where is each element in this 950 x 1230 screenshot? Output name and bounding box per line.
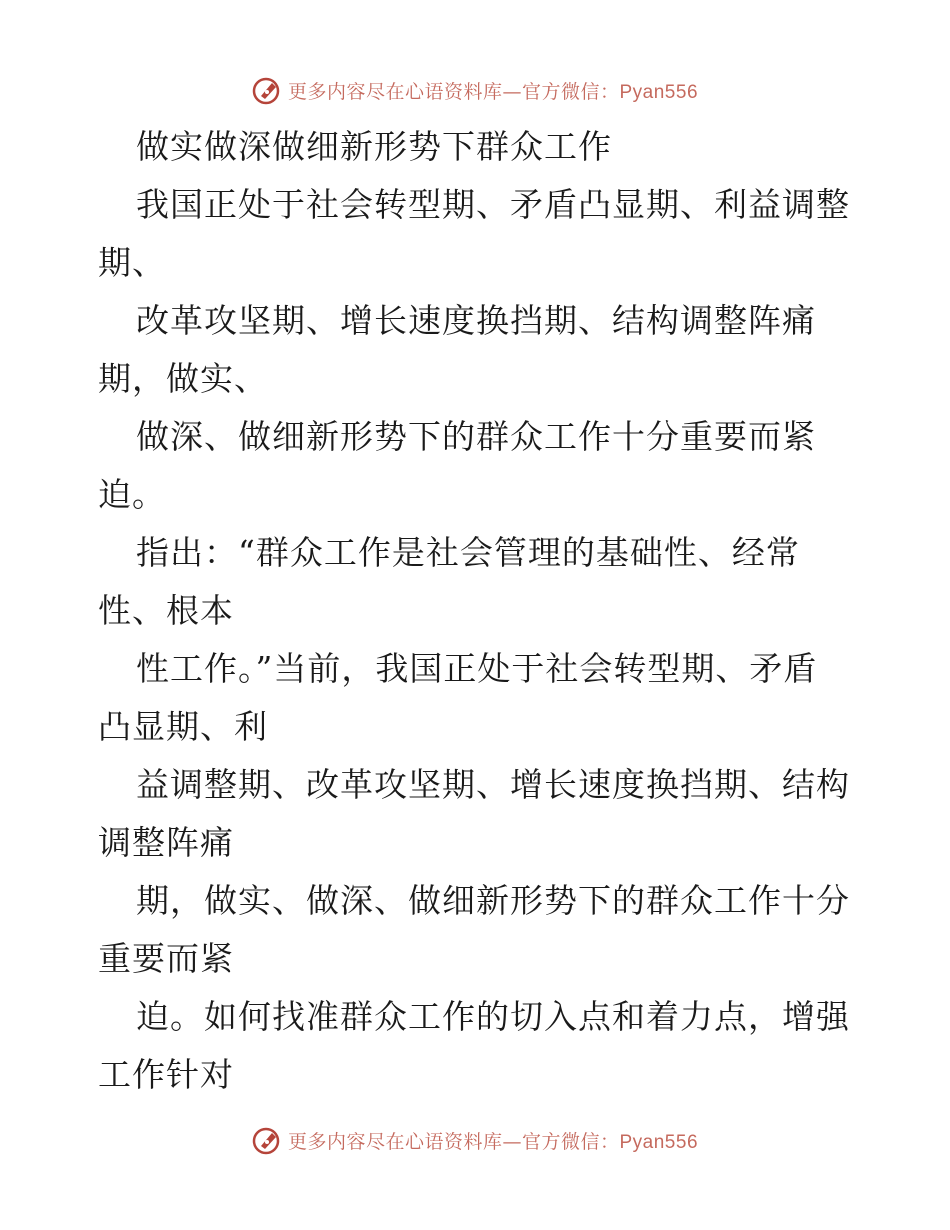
document-title: 做实做深做细新形势下群众工作	[136, 127, 612, 166]
banner-text: 更多内容尽在心语资料库—官方微信：Pyan556	[287, 1130, 699, 1153]
paragraph-line: 期、	[98, 243, 166, 282]
paragraph-line: 期，做实、	[98, 359, 268, 398]
pen-nib-logo-icon	[252, 75, 282, 105]
paragraph-line: 做深、做细新形势下的群众工作十分重要而紧	[136, 417, 816, 456]
paragraph-line: 性、根本	[98, 591, 234, 630]
paragraph-line: 益调整期、改革攻坚期、增长速度换挡期、结构	[136, 765, 850, 804]
header-banner	[0, 70, 950, 110]
paragraph-line: 工作针对	[98, 1055, 234, 1094]
pen-nib-logo-icon	[252, 1125, 282, 1155]
document-body	[98, 118, 858, 1104]
paragraph-line: 凸显期、利	[98, 707, 268, 746]
footer-banner	[0, 1120, 950, 1160]
wechat-id: Pyan556	[619, 1131, 699, 1153]
wechat-id: Pyan556	[619, 81, 699, 103]
paragraph-line: 期，做实、做深、做细新形势下的群众工作十分	[136, 881, 850, 920]
paragraph-line: 重要而紧	[98, 939, 234, 978]
paragraph-line: 改革攻坚期、增长速度换挡期、结构调整阵痛	[136, 301, 816, 340]
paragraph-line: 指出：“群众工作是社会管理的基础性、经常	[136, 533, 800, 572]
banner-text: 更多内容尽在心语资料库—官方微信：Pyan556	[287, 80, 699, 103]
paragraph-line: 调整阵痛	[98, 823, 234, 862]
paragraph-line: 迫。如何找准群众工作的切入点和着力点，增强	[136, 997, 850, 1036]
paragraph-line: 迫。	[98, 475, 166, 514]
paragraph-line: 性工作。”当前，我国正处于社会转型期、矛盾	[136, 649, 818, 688]
paragraph-line: 我国正处于社会转型期、矛盾凸显期、利益调整	[136, 185, 850, 224]
